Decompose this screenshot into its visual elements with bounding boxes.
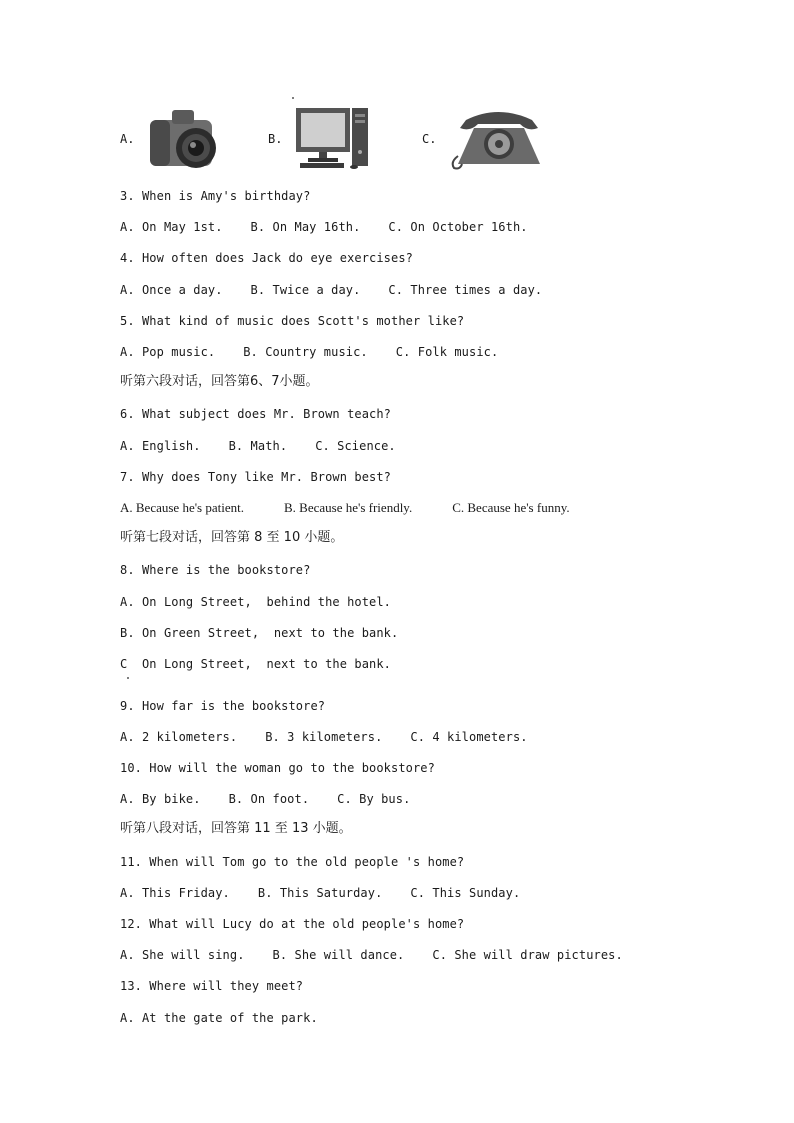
q6-option-c: C. Science. [315,439,396,453]
q5-option-a: A. Pop music. [120,345,216,359]
q13-option-a: A. At the gate of the park. [120,1011,318,1025]
q9-option-a: A. 2 kilometers. [120,730,238,744]
q11-option-b: B. This Saturday. [257,886,383,900]
q12-option-b: B. She will dance. [272,948,405,962]
q4-option-b: B. Twice a day. [250,283,361,297]
question-7-options [120,500,570,516]
question-12: 12. What will Lucy do at the old people's home? [120,917,465,931]
q6-option-b: B. Math. [228,439,288,453]
question-11-options [120,885,520,901]
q7-option-a: A. Because he's patient. [120,500,244,515]
q11-option-c: C. This Sunday. [410,886,521,900]
q3-option-b: B. On May 16th. [250,220,361,234]
picture-option-a-label: A. [120,132,135,146]
section-8-instruction: 听第八段对话，回答第 11 至 13 小题。 [120,821,352,836]
q10-option-a: A. By bike. [120,792,201,806]
question-9-options [120,729,528,745]
q7-option-c: C. Because he's funny. [452,500,570,515]
q10-option-c: C. By bus. [337,792,411,806]
section-7-instruction: 听第七段对话，回答第 8 至 10 小题。 [120,530,344,545]
q4-option-a: A. Once a day. [120,283,223,297]
rotary-telephone-icon [448,106,548,170]
q9-option-c: C. 4 kilometers. [410,730,528,744]
section-6-instruction: 听第六段对话，回答第6、7小题。 [120,374,319,389]
scan-speck [127,677,129,679]
q12-option-a: A. She will sing. [120,948,245,962]
picture-option-b-label: B. [268,132,283,146]
question-8: 8. Where is the bookstore? [120,563,311,577]
q5-option-c: C. Folk music. [395,345,499,359]
question-13: 13. Where will they meet? [120,979,304,993]
camera-icon [146,106,224,172]
q6-option-a: A. English. [120,439,201,453]
question-7: 7. Why does Tony like Mr. Brown best? [120,470,392,484]
question-10: 10. How will the woman go to the bookstore? [120,761,435,775]
q7-option-b: B. Because he's friendly. [284,500,413,515]
question-12-options [120,947,623,963]
q8-option-c: C On Long Street, next to the bank. [120,657,392,671]
q11-option-a: A. This Friday. [120,886,230,900]
desktop-computer-icon [294,104,374,170]
question-9: 9. How far is the bookstore? [120,699,326,713]
question-6: 6. What subject does Mr. Brown teach? [120,407,392,421]
scan-speck [292,97,294,99]
question-6-options [120,438,396,454]
q3-option-c: C. On October 16th. [388,220,528,234]
question-11: 11. When will Tom go to the old people 's home? [120,855,465,869]
q12-option-c: C. She will draw pictures. [432,948,623,962]
question-4: 4. How often does Jack do eye exercises? [120,251,413,265]
q9-option-b: B. 3 kilometers. [265,730,383,744]
q10-option-b: B. On foot. [228,792,310,806]
question-3: 3. When is Amy's birthday? [120,189,311,203]
q3-option-a: A. On May 1st. [120,220,223,234]
question-10-options [120,791,410,807]
question-5-options [120,344,498,360]
question-4-options [120,282,542,298]
q4-option-c: C. Three times a day. [388,283,543,297]
q8-option-b: B. On Green Street, next to the bank. [120,626,399,640]
question-5: 5. What kind of music does Scott's mother like? [120,314,465,328]
picture-option-c-label: C. [422,132,437,146]
question-3-options [120,219,528,235]
q8-option-a: A. On Long Street, behind the hotel. [120,595,392,609]
q5-option-b: B. Country music. [243,345,368,359]
